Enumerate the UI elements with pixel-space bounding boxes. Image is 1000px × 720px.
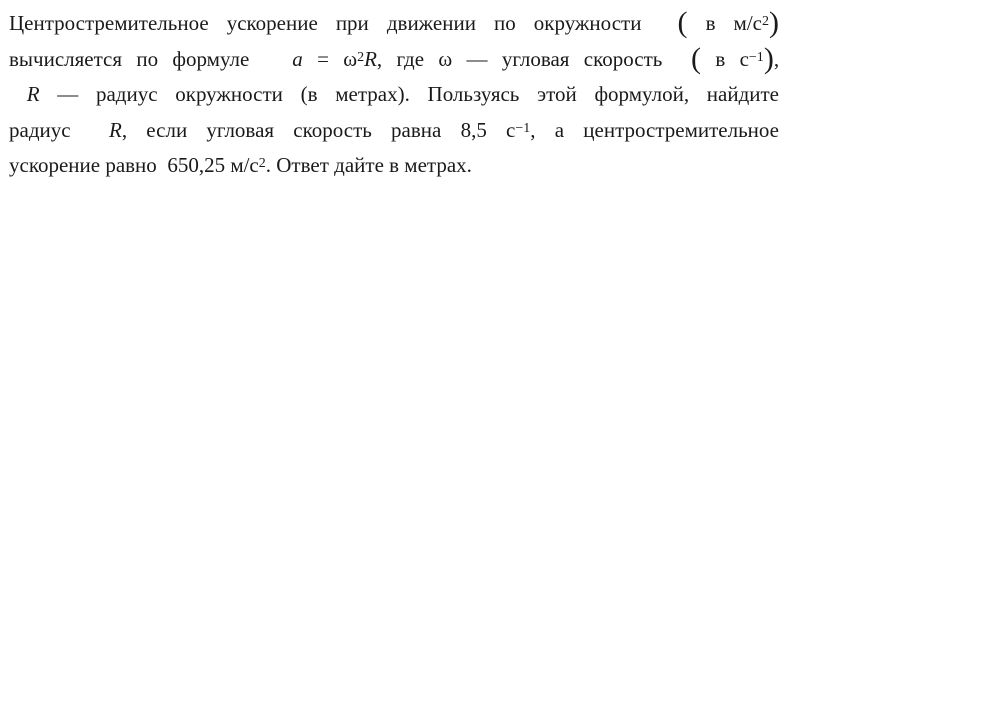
line3-text: — радиус окружности (в метрах). Пользуясь этой формулой, найдите — [39, 82, 779, 106]
problem-line-1 — [9, 6, 779, 42]
formula — [292, 47, 377, 71]
value-text: 650,25 м/с — [167, 153, 259, 177]
value-text: 8,5 с — [460, 117, 516, 142]
acceleration-value — [167, 153, 265, 177]
problem-text — [9, 6, 779, 184]
paren-open: ( — [691, 41, 701, 75]
line5-text-after: . Ответ дайте в метрах. — [265, 153, 472, 177]
paren-close: ) — [769, 6, 779, 39]
line5-text-before: ускорение равно — [9, 153, 157, 177]
unit-prefix: в — [705, 11, 716, 35]
line4-text-mid: , если угловая скорость равна — [121, 117, 442, 142]
line2-text-before: вычисляется по формуле — [9, 46, 250, 71]
unit-text: м/с — [733, 11, 762, 35]
var-r: R — [26, 82, 40, 106]
problem-line-5 — [9, 148, 779, 184]
formula-exponent: 2 — [357, 49, 365, 65]
value-exponent: 2 — [258, 156, 266, 172]
line4-text-after: , а центростремительное — [530, 117, 779, 142]
paren-close: ) — [763, 41, 774, 75]
problem-line-2 — [9, 42, 779, 78]
angular-velocity-unit — [677, 41, 780, 75]
paren-open: ( — [677, 6, 688, 39]
line1-text: Центростремительное ускорение при движении по окружности — [9, 11, 642, 35]
unit-exponent: −1 — [748, 49, 764, 65]
line2-trail: , — [773, 46, 780, 71]
unit-text: с — [739, 46, 749, 71]
var-r: R — [109, 117, 122, 142]
formula-a: a — [292, 46, 303, 71]
problem-line-3 — [9, 77, 779, 113]
value-exponent: −1 — [515, 120, 531, 136]
unit-prefix: в — [715, 46, 726, 71]
formula-r: R — [364, 46, 377, 71]
angular-velocity-value — [461, 118, 531, 142]
line4-text-before: радиус — [9, 117, 71, 142]
unit-exponent: 2 — [762, 14, 769, 30]
line2-text-mid: , где ω — угловая скорость — [376, 46, 663, 71]
problem-line-4 — [9, 113, 779, 149]
acceleration-unit — [659, 6, 779, 39]
formula-eq: = ω — [302, 46, 358, 71]
